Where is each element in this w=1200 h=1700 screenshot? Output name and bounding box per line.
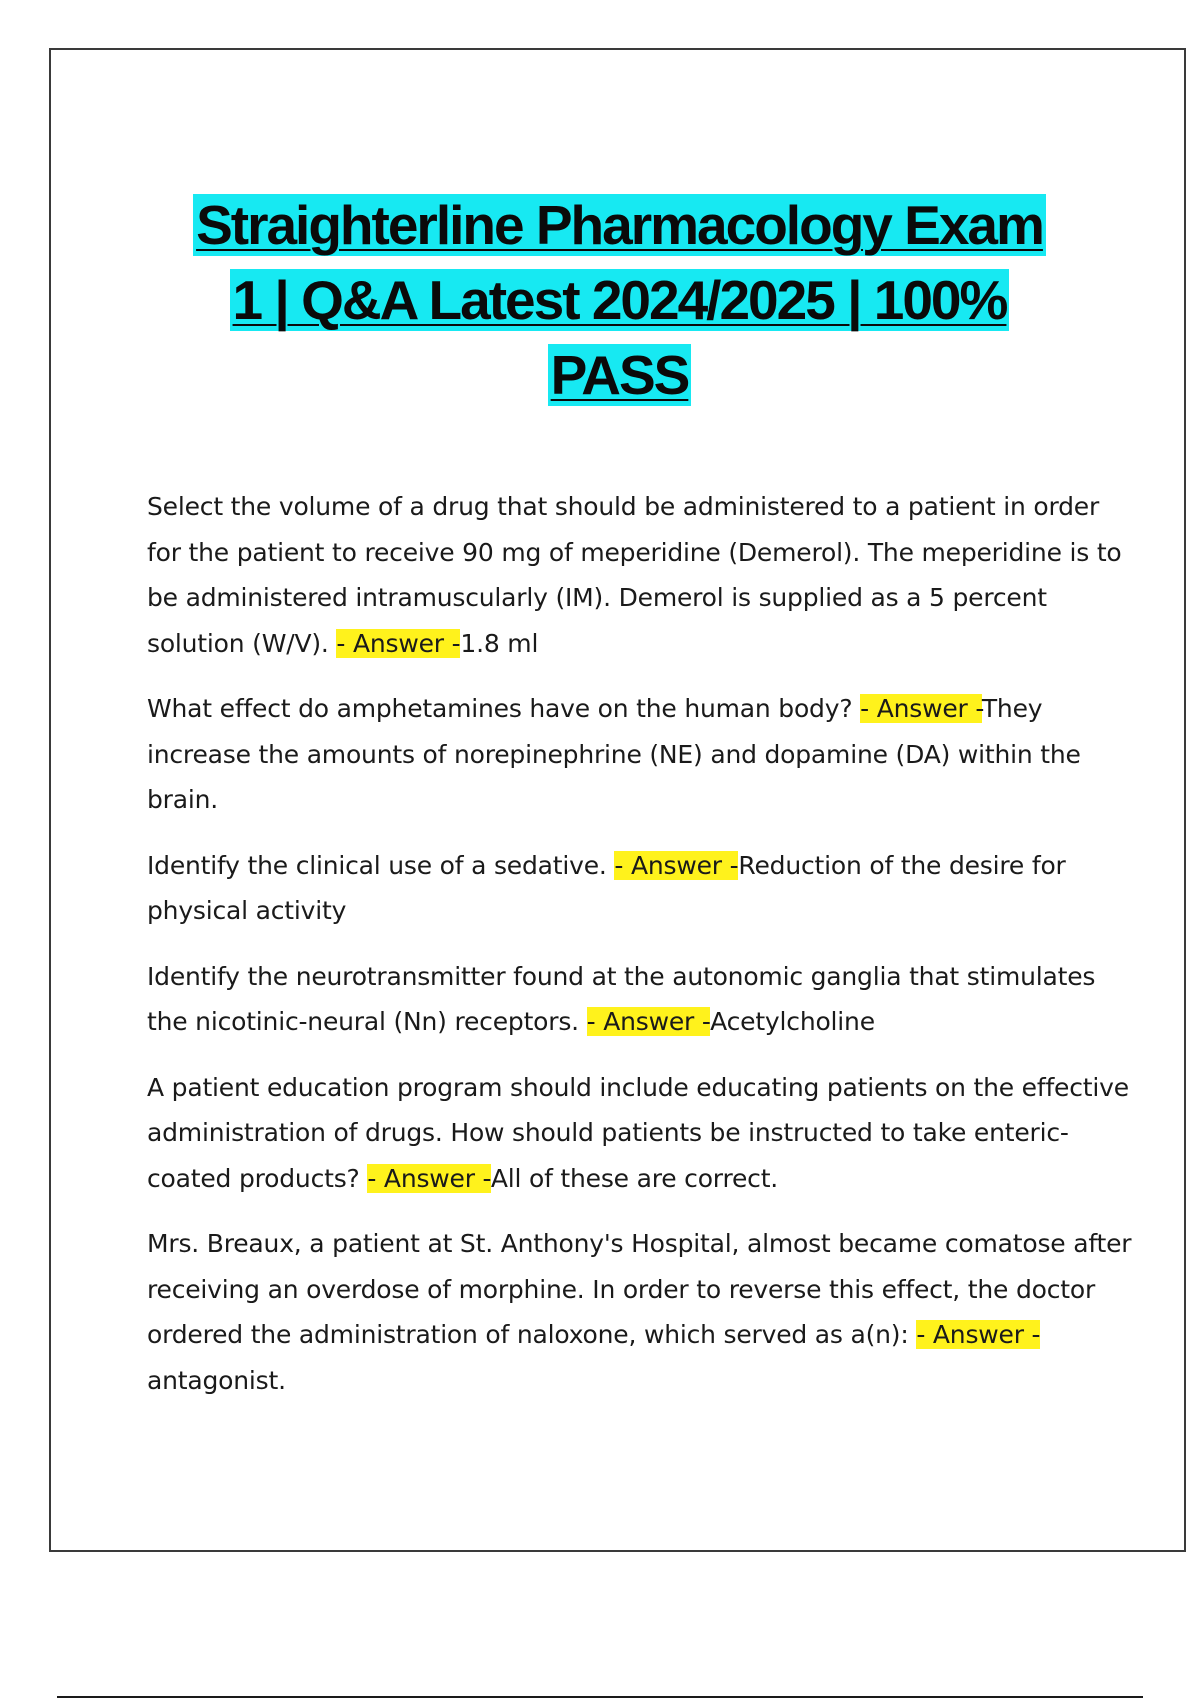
question-text: Mrs. Breaux, a patient at St. Anthony's Hospital, almost became comatose after receiving an overdose of morphine. In order to reverse this effect, the doctor ordered the administration of naloxone, which served as a(n): (147, 1229, 1132, 1349)
document-title (51, 188, 1188, 413)
title-text: Straighterline Pharmacology Exam (193, 194, 1046, 256)
answer-marker: - Answer - (614, 850, 739, 880)
page-frame (49, 48, 1186, 1552)
question-text: Identify the clinical use of a sedative. (147, 850, 615, 880)
answer-marker: - Answer - (916, 1320, 1041, 1349)
question-text: A patient education program should include educating patients on the effective administration of drugs. How should patients be instructed to take enteric-coated products? (147, 1072, 1129, 1193)
answer-text: 1.8 ml (460, 628, 539, 658)
answer-text: Acetylcholine (710, 1007, 875, 1036)
title-text: PASS (548, 344, 692, 406)
title-line-2 (51, 263, 1188, 338)
answer-marker: - Answer - (860, 694, 982, 723)
qa-list (147, 484, 1137, 1423)
question-text: What effect do amphetamines have on the human body? (147, 694, 861, 723)
answer-text: All of these are correct. (490, 1163, 779, 1193)
answer-marker: - Answer - (586, 1007, 711, 1036)
qa-item-4 (147, 954, 1137, 1045)
bottom-divider (57, 1696, 1143, 1698)
title-line-1 (51, 188, 1188, 263)
answer-marker: - Answer - (367, 1163, 491, 1193)
answer-marker: - Answer - (336, 628, 461, 658)
title-line-3 (51, 338, 1188, 413)
qa-item-5 (147, 1065, 1137, 1202)
answer-text: They increase the amounts of norepinephrine (NE) and dopamine (DA) within the brain. (147, 694, 1081, 814)
answer-text: Reduction of the desire for physical activity (147, 850, 1066, 925)
title-text: 1 | Q&A Latest 2024/2025 | 100% (230, 269, 1010, 331)
qa-item-1 (147, 484, 1137, 666)
qa-item-6 (147, 1221, 1137, 1403)
question-text: Select the volume of a drug that should be administered to a patient in order for the patient to receive 90 mg of meperidine (Demerol). The meperidine is to be administered intramuscularly (IM). Demerol is supplied as a 5 percent solution (W/V). (147, 492, 1122, 658)
answer-text: antagonist. (147, 1365, 286, 1395)
qa-item-2 (147, 686, 1137, 823)
question-text: Identify the neurotransmitter found at the autonomic ganglia that stimulates the nicotinic-neural (Nn) receptors. (147, 961, 1096, 1036)
qa-item-3 (147, 843, 1137, 934)
